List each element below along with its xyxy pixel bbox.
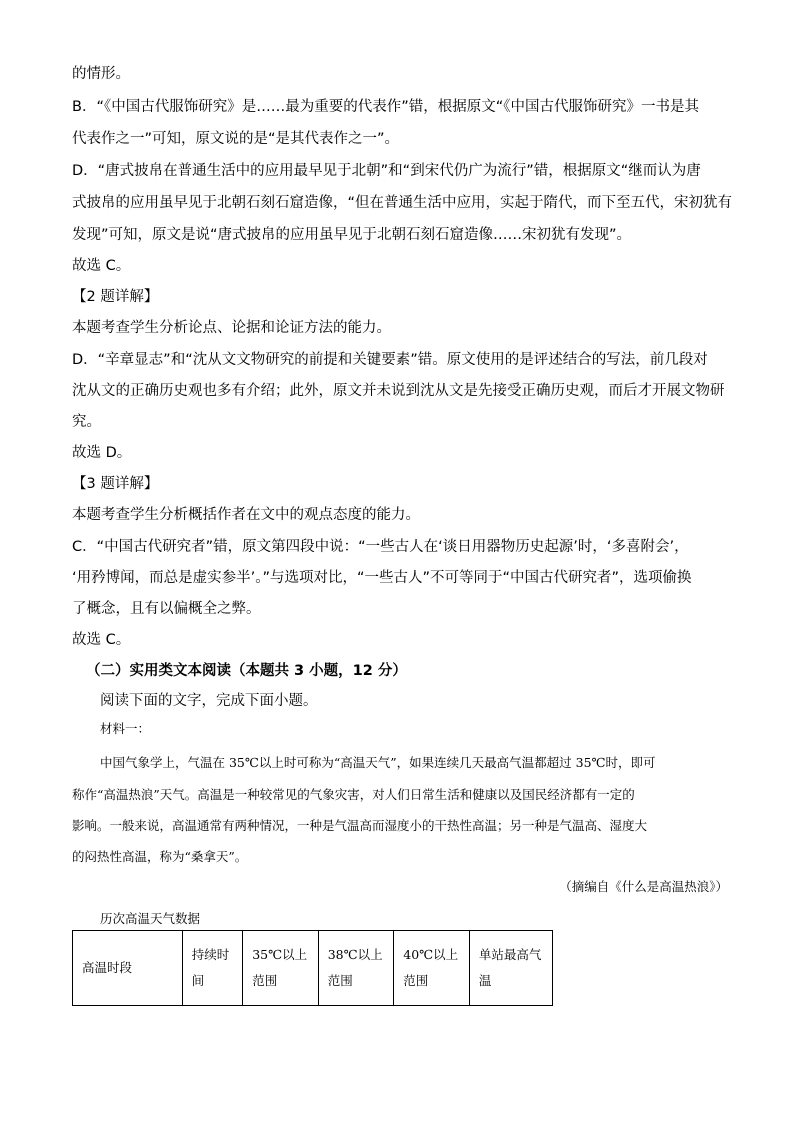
table-header-cell: 高温时段 xyxy=(73,931,183,1006)
body-line: 代表作之一”可知，原文说的是“是其代表作之一”。 xyxy=(72,131,400,147)
body-line: 本题考查学生分析概括作者在文中的观点态度的能力。 xyxy=(72,507,420,523)
body-line: B．“《中国古代服饰研究》是……最为重要的代表作”错，根据原文“《中国古代服饰研究》一书是其 xyxy=(72,99,699,115)
material-line: 的闷热性高温，称为“桑拿天”。 xyxy=(72,849,248,864)
material-line: 影响。一般来说，高温通常有两种情况，一种是气温高而湿度小的干热性高温；另一种是气温高、湿度大 xyxy=(72,818,648,833)
table-header-cell: 单站最高气温 xyxy=(469,931,552,1006)
answer-line: 故选 C。 xyxy=(72,258,131,274)
question-3-heading: 【3 题详解】 xyxy=(72,476,159,492)
body-line: 了概念，且有以偏概全之弊。 xyxy=(72,601,261,617)
body-line: 发现”可知，原文是说“唐式披帛的应用虽早见于北朝石刻石窟造像……宋初犹有发现”。 xyxy=(72,227,632,243)
body-line: ‘用矜博闻，而总是虚实参半’。”与选项对比，“一些古人”不可等同于“中国古代研究者”，选项偷换 xyxy=(72,570,692,586)
table-header-cell: 35℃以上范围 xyxy=(243,931,319,1006)
body-line: 式披帛的应用虽早见于北朝石刻石窟造像，“但在普通生活中应用，实起于隋代，而下至五代，宋初犹有 xyxy=(72,195,733,211)
section-heading: （二）实用类文本阅读（本题共 3 小题，12 分） xyxy=(86,663,407,679)
body-line: C．“中国古代研究者”错，原文第四段中说：“一些古人在‘谈日用器物历史起源’时，‘多喜附会’， xyxy=(72,539,689,555)
material-source: （摘编自《什么是高温热浪》） xyxy=(559,879,728,894)
material-label: 材料一： xyxy=(100,721,151,736)
answer-line: 故选 D。 xyxy=(72,445,132,461)
table-header-cell: 持续时间 xyxy=(182,931,243,1006)
table-header-cell: 38℃以上范围 xyxy=(318,931,394,1006)
body-line: 本题考查学生分析论点、论据和论证方法的能力。 xyxy=(72,320,391,336)
body-line: D．“唐式披帛在普通生活中的应用最早见于北朝”和“到宋代仍广为流行”错，根据原文“继而认为唐 xyxy=(72,163,701,179)
question-2-heading: 【2 题详解】 xyxy=(72,289,159,305)
body-line: 究。 xyxy=(72,414,101,430)
body-line: 沈从文的正确历史观也多有介绍；此外，原文并未说到沈从文是先接受正确历史观，而后才开展文物研 xyxy=(72,383,725,399)
table-header-row xyxy=(73,931,553,1006)
table-caption: 历次高温天气数据 xyxy=(100,911,201,926)
high-temperature-table xyxy=(72,930,553,1006)
table-header-cell: 40℃以上范围 xyxy=(394,931,470,1006)
material-line: 称作“高温热浪”天气。高温是一种较常见的气象灾害，对人们日常生活和健康以及国民经济都有一定的 xyxy=(72,787,635,802)
answer-line: 故选 C。 xyxy=(72,632,131,648)
body-line: D．“辛章显志”和“沈从文文物研究的前提和关键要素”错。原文使用的是评述结合的写法，前几段对 xyxy=(72,352,708,368)
material-line: 中国气象学上，气温在 35℃以上时可称为“高温天气”，如果连续几天最高气温都超过 35℃时，即可 xyxy=(100,755,656,770)
body-line: 的情形。 xyxy=(72,66,130,82)
instruction: 阅读下面的文字，完成下面小题。 xyxy=(100,693,318,709)
